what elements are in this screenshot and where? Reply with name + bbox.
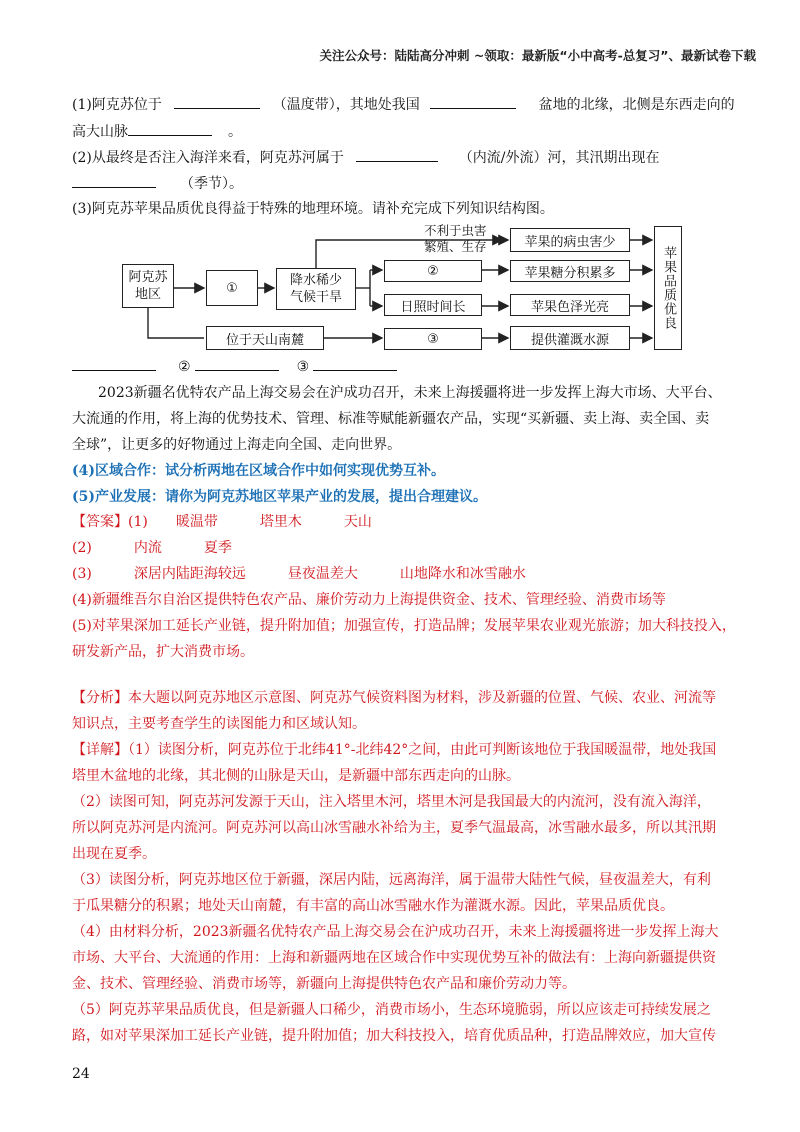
detail-line-8: （4）由材料分析，2023新疆名优特农产品上海交易会在沪成功召开，未来上海援疆将进一步发挥上海大 bbox=[72, 924, 719, 940]
detail-line-2: 塔里木盆地的北缘，其北侧的山脉是天山，是新疆中部东西走向的山脉。 bbox=[72, 768, 520, 784]
blank-river-type[interactable] bbox=[356, 147, 438, 162]
diagram-blank-2: ② bbox=[384, 260, 482, 282]
page-number: 24 bbox=[72, 1066, 90, 1082]
diagram-answer-blanks: ② ③ bbox=[72, 356, 397, 377]
question-2-line-2: （季节）。 bbox=[72, 173, 243, 194]
diagram-rain-box: 降水稀少 气候干旱 bbox=[276, 268, 356, 310]
blank-basin[interactable] bbox=[430, 94, 516, 109]
diagram-result-pest: 苹果的病虫害少 bbox=[510, 228, 630, 252]
blank-temperature-zone[interactable] bbox=[174, 94, 260, 109]
detail-line-3: （2）读图可知，阿克苏河发源于天山，注入塔里木河，塔里木河是我国最大的内流河，没有流入海洋， bbox=[72, 794, 711, 810]
question-1-line-2: 高大山脉 。 bbox=[72, 121, 242, 142]
question-4: (4)区域合作：试分析两地在区域合作中如何实现优势互补。 bbox=[72, 463, 445, 479]
answer-line-4: (4)新疆维吾尔自治区提供特色农产品、廉价劳动力上海提供资金、技术、管理经验、消费市场等 bbox=[72, 592, 666, 608]
diagram-result-sugar: 苹果糖分积累多 bbox=[510, 260, 630, 282]
detail-line-1: 【详解】（1）读图分析，阿克苏位于北纬41°-北纬42°之间，由此可判断该地位于我国暖温带，地处我国 bbox=[72, 742, 717, 758]
blank-mountain[interactable] bbox=[128, 121, 212, 136]
question-3-line: (3)阿克苏苹果品质优良得益于特殊的地理环境。请补充完成下列知识结构图。 bbox=[72, 201, 554, 217]
answer-line-5: (5)对苹果深加工延长产业链，提升附加值；加强宣传，打造品牌；发展苹果农业观光旅游；加大科技投入， bbox=[72, 618, 736, 634]
diagram-sunshine-box: 日照时间长 bbox=[384, 294, 482, 316]
detail-line-12: 路，如对苹果深加工延长产业链，提升附加值；加大科技投入，培育优质品种，打造品牌效应，加大宣传 bbox=[72, 1028, 716, 1044]
blank-diagram-1[interactable] bbox=[72, 356, 156, 371]
detail-line-11: （5）阿克苏苹果品质优良，但是新疆人口稀少，消费市场小，生态环境脆弱，所以应该走可持续发展之 bbox=[72, 1002, 711, 1018]
diagram-result-irrigation: 提供灌溉水源 bbox=[510, 326, 630, 350]
blank-diagram-3[interactable] bbox=[313, 356, 397, 371]
answer-line-1: 【答案】(1) 暖温带 塔里木 天山 bbox=[72, 514, 372, 530]
detail-line-9: 市场、大平台、大流通的作用：上海和新疆两地在区域合作中实现优势互补的做法有：上海向新疆提供资 bbox=[72, 950, 716, 966]
blank-diagram-2[interactable] bbox=[195, 356, 279, 371]
diagram-tianshan-box: 位于天山南麓 bbox=[206, 326, 324, 350]
analysis-line-2: 知识点，主要考查学生的读图能力和区域认知。 bbox=[72, 716, 366, 732]
question-2-line-1: (2)从最终是否注入海洋来看，阿克苏河属于 （内流/外流）河，其汛期出现在 bbox=[72, 147, 659, 168]
answer-line-3: (3) 深居内陆距海较远 昼夜温差大 山地降水和冰雪融水 bbox=[72, 566, 526, 582]
answer-line-2: (2) 内流 夏季 bbox=[72, 540, 232, 556]
question-1-line-1: (1)阿克苏位于 （温度带），其地处我国 盆地的北缘，北侧是东西走向的 bbox=[72, 94, 735, 115]
material-line-2: 大流通的作用，将上海的优势技术、管理、标准等赋能新疆农产品，实现“买新疆、卖上海、卖全国、卖 bbox=[72, 411, 710, 427]
diagram-final-box: 苹果品质优良 bbox=[654, 226, 682, 350]
question-5: (5)产业发展：请你为阿克苏地区苹果产业的发展，提出合理建议。 bbox=[72, 489, 487, 505]
diagram-region-box: 阿克苏 地区 bbox=[122, 264, 174, 308]
page-header: 关注公众号：陆陆高分冲刺 ~领取：最新版“小中高考-总复习”、最新试卷下载 bbox=[319, 48, 756, 63]
diagram-pest-note: 不利于虫害 繁殖、生存 bbox=[424, 223, 487, 254]
detail-line-7: 于瓜果糖分的积累；地处天山南麓，有丰富的高山冰雪融水作为灌溉水源。因此，苹果品质优良。 bbox=[72, 898, 674, 914]
blank-season[interactable] bbox=[72, 173, 156, 188]
detail-line-4: 所以阿克苏河是内流河。阿克苏河以高山冰雪融水补给为主，夏季气温最高，冰雪融水最多，所以其汛期 bbox=[72, 820, 716, 836]
diagram-blank-1: ① bbox=[206, 270, 258, 306]
detail-line-10: 金、技术、管理经验、消费市场等，新疆向上海提供特色农产品和廉价劳动力等。 bbox=[72, 976, 576, 992]
answer-line-6: 研发新产品，扩大消费市场。 bbox=[72, 644, 254, 660]
material-line-1: 2023新疆名优特农产品上海交易会在沪成功召开，未来上海援疆将进一步发挥上海大市场、大平台、 bbox=[98, 385, 722, 401]
material-line-3: 全球”，让更多的好物通过上海走向全国、走向世界。 bbox=[72, 437, 402, 453]
knowledge-structure-diagram bbox=[118, 222, 698, 356]
detail-line-5: 出现在夏季。 bbox=[72, 846, 156, 862]
diagram-blank-3: ③ bbox=[384, 328, 482, 350]
detail-line-6: （3）读图分析，阿克苏地区位于新疆，深居内陆，远离海洋，属于温带大陆性气候，昼夜温差大，有利 bbox=[72, 872, 711, 888]
diagram-result-color: 苹果色泽光亮 bbox=[510, 294, 630, 316]
analysis-line-1: 【分析】本大题以阿克苏地区示意图、阿克苏气候资料图为材料，涉及新疆的位置、气候、农业、河流等 bbox=[72, 690, 716, 706]
